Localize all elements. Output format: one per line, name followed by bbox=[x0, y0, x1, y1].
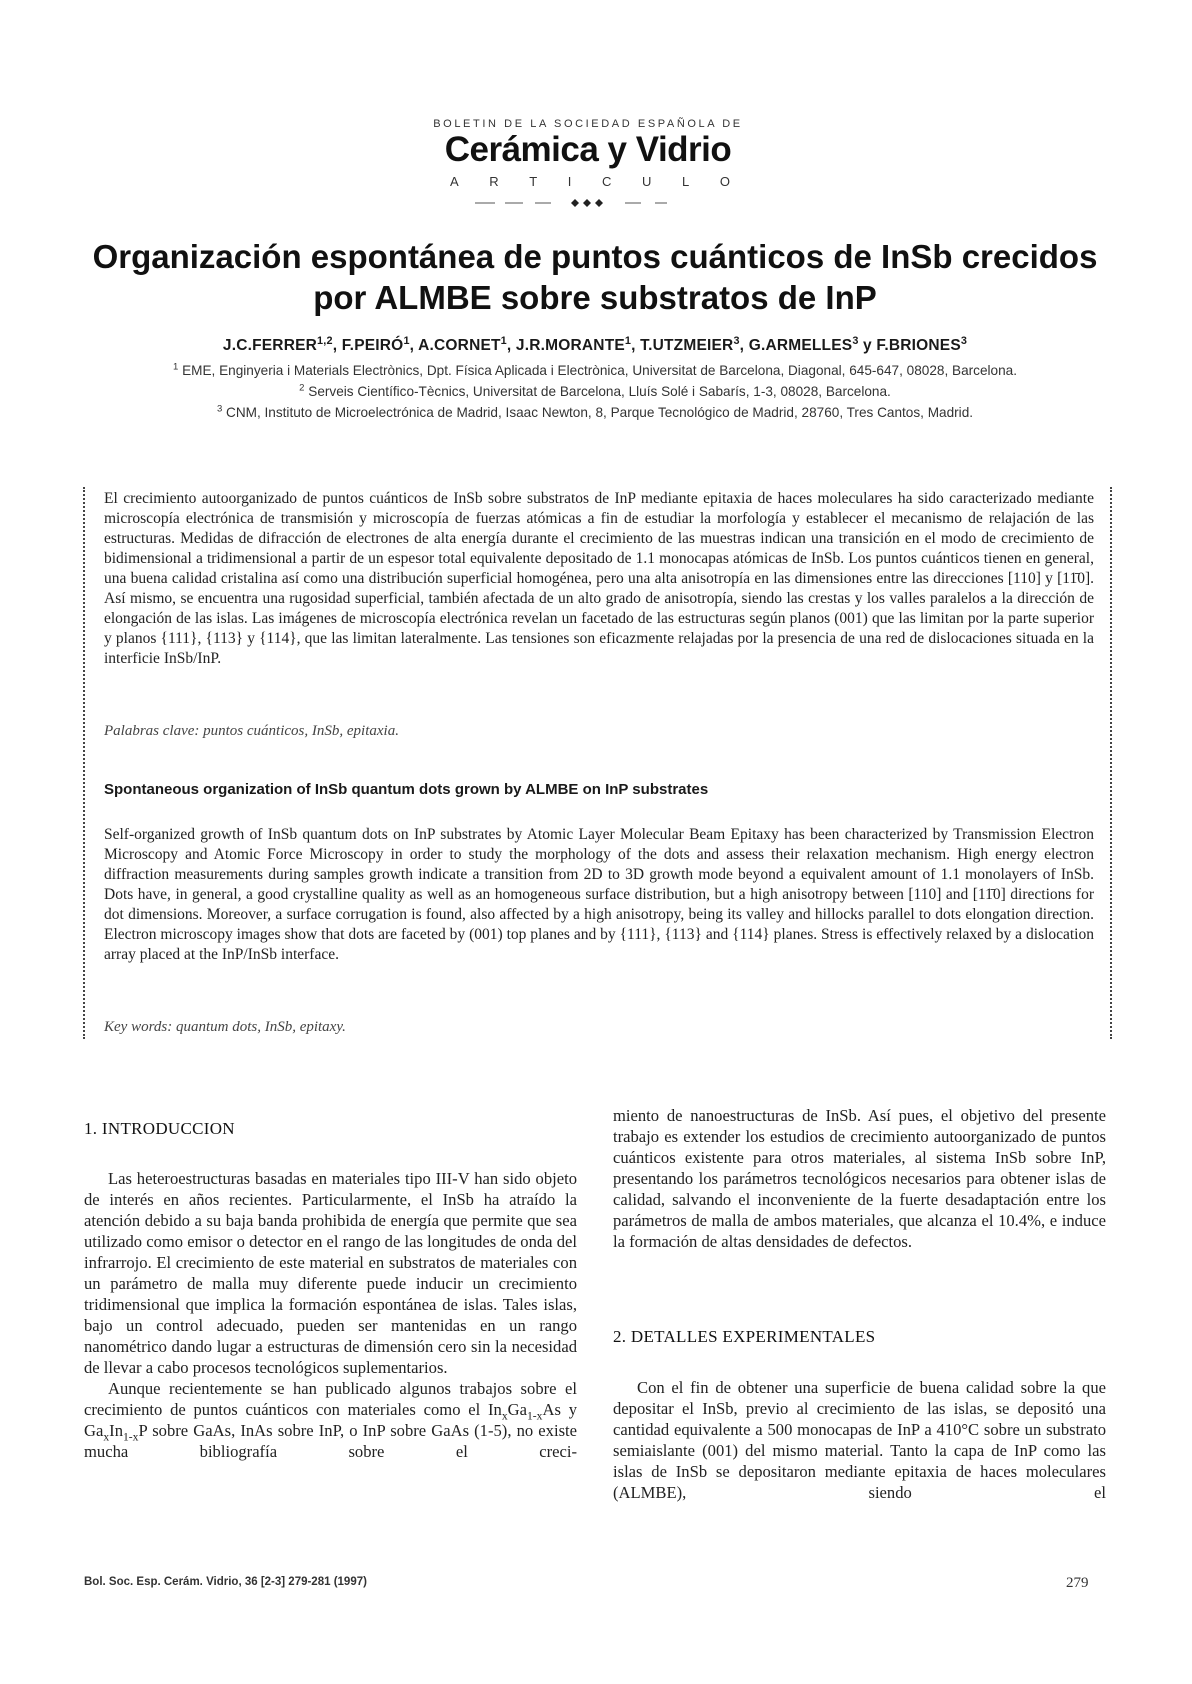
footer-citation: Bol. Soc. Esp. Cerám. Vidrio, 36 [2-3] 279-281 (1997) bbox=[84, 1576, 367, 1588]
body-column-right bbox=[613, 1105, 1106, 1252]
header-ornament-rule bbox=[475, 196, 715, 210]
author-affiliation-mark: 1 bbox=[624, 334, 632, 347]
affiliation-text: Serveis Científico-Tècnics, Universitat de Barcelona, Lluís Solé i Sabarís, 1-3, 08028, Barcelona. bbox=[308, 384, 891, 399]
subscript: 1-x bbox=[123, 1430, 139, 1444]
paper-title-line: por ALMBE sobre substratos de InP bbox=[313, 279, 877, 316]
author-name: A.CORNET bbox=[418, 337, 501, 354]
section-letter: R bbox=[489, 174, 499, 189]
section-letter: U bbox=[642, 174, 652, 189]
author-name: F.BRIONES bbox=[876, 337, 961, 354]
affiliation-text: CNM, Instituto de Microelectrónica de Madrid, Isaac Newton, 8, Parque Tecnológico de Madrid, 28760, Tres Cantos, Madrid. bbox=[226, 405, 974, 420]
section-letter: I bbox=[567, 174, 572, 189]
abstract-border-right bbox=[1110, 487, 1112, 1039]
author-name: F.PEIRÓ bbox=[341, 337, 404, 354]
author-affiliation-mark: 3 bbox=[852, 334, 859, 347]
body-column-right-section2 bbox=[613, 1377, 1106, 1503]
english-title: Spontaneous organization of InSb quantum dots grown by ALMBE on InP substrates bbox=[104, 781, 709, 798]
author-affiliation-mark: 1 bbox=[500, 334, 507, 347]
keywords-english: Key words: quantum dots, InSb, epitaxy. bbox=[104, 1019, 346, 1035]
author-name: J.C.FERRER bbox=[222, 337, 318, 354]
author-name: G.ARMELLES bbox=[748, 337, 853, 354]
abstract-english: Self-organized growth of InSb quantum dots on InP substrates by Atomic Layer Molecular Beam Epitaxy has been characterized by Transmission Electron Microscopy and Atomic Force Microscopy in order to study the morphology of the dots and assess their relaxation mechanism. High energy electron diffraction measurements during samples growth indicate a transition from 2D to 3D growth mode beyond a equivalent amount of 1.1 monolayers of InSb. Dots have, in general, a good crystalline quality as well as an homogeneous surface distribution, but a high anisotropy between [110] and [11̄0] directions for dot dimensions. Moreover, a surface corrugation is found, also affected by a high anisotropy, being its valley and hillocks parallel to dots elongation direction. Electron microscopy images show that dots are faceted by (001) top planes and by {111}, {113} and {114} planes. Stress is effectively relaxed by a dislocation array placed at the InP/InSb interface. bbox=[104, 826, 1094, 963]
author-list bbox=[80, 334, 1110, 355]
author-affiliation-mark: 3 bbox=[733, 334, 740, 347]
body-paragraph: Con el fin de obtener una superficie de buena calidad sobre la que depositar el InSb, previo al crecimiento de las islas, se depositó una cantidad equivalente a 500 monocapas de InP a 410°C sobre un substrato semiaislante (001) del mismo material. Tanto la capa de InP como las islas de InSb se depositaron mediante epitaxia de haces moleculares (ALMBE), siendo el bbox=[613, 1378, 1106, 1502]
author-separator: , bbox=[409, 337, 419, 354]
body-paragraph: Aunque recientemente se han publicado algunos trabajos sobre el crecimiento de puntos cuánticos con materiales como el $In_xGa_{1-x}As$ y $Ga_xIn_{1-x}P$ sobre GaAs, InAs sobre InP, o InP sobre GaAs (1-5), no existe mucha bibliografía sobre el creci- bbox=[84, 1379, 577, 1461]
abstract-border-left bbox=[83, 487, 85, 1039]
body-column-left bbox=[84, 1168, 577, 1462]
subscript: x bbox=[501, 1409, 508, 1423]
paper-title bbox=[80, 236, 1110, 318]
affiliation-1 bbox=[80, 363, 1110, 378]
affiliation-text: EME, Enginyeria i Materials Electrònics, Dpt. Física Aplicada i Electrònica, Universitat de Barcelona, Diagonal, 645-647, 08028, Barcelona. bbox=[182, 363, 1017, 378]
section-letter: T bbox=[529, 174, 538, 189]
section-heading-introduccion: 1. INTRODUCCION bbox=[84, 1119, 235, 1138]
section-heading-detalles-experimentales: 2. DETALLES EXPERIMENTALES bbox=[613, 1327, 876, 1346]
body-paragraph: miento de nanoestructuras de InSb. Así pues, el objetivo del presente trabajo es extender los estudios de crecimiento autoorganizado de puntos cuánticos existente para otros materiales, al sistema InSb sobre InP, presentando los parámetros tecnológicos necesarios para obtener islas de calidad, salvando el inconveniente de la fuerte desadaptación entre los parámetros de malla de ambos materiales, que alcanza el 10.4%, e induce la formación de altas densidades de defectos. bbox=[613, 1106, 1106, 1251]
paper-title-line: Organización espontánea de puntos cuánticos de InSb crecidos bbox=[92, 238, 1098, 275]
affiliation-2 bbox=[80, 384, 1110, 399]
author-affiliation-mark: 1,2 bbox=[317, 334, 333, 347]
subscript: 1-x bbox=[527, 1409, 543, 1423]
article-section-label bbox=[450, 174, 730, 189]
body-paragraph: Las heteroestructuras basadas en materiales tipo III-V han sido objeto de interés en años recientes. Particularmente, el InSb ha atraído la atención debido a su baja banda prohibida de energía que permite que sea utilizado como emisor o detector en el rango de las longitudes de onda del infrarrojo. El crecimiento de este material en substratos de materiales con un parámetro de malla muy diferente puede inducir un crecimiento tridimensional que implica la formación espontánea de islas. Tales islas, bajo un control adecuado, pueden ser mantenidas en un rango nanométrico dando lugar a estructuras de dimensión cero sin la necesidad de llevar a cabo procesos tecnológicos suplementarios. bbox=[84, 1169, 577, 1377]
abstract-spanish: El crecimiento autoorganizado de puntos cuánticos de InSb sobre substratos de InP mediante epitaxia de haces moleculares ha sido caracterizado mediante microscopía electrónica de transmisión y microscopía de fuerzas atómicas a fin de estudiar la morfología y establecer el mecanismo de relajación de las estructuras. Medidas de difracción de electrones de alta energía durante el crecimiento de las muestras indican una transición en el modo de crecimiento de bidimensional a tridimensional a partir de un espesor total equivalente depositado de 1.1 monocapas atómicas de InSb. Los puntos cuánticos tienen en general, una buena calidad cristalina así como una distribución superficial homogénea, pero una alta anisotropía en las dimensiones entre las direcciones [110] y [11̄0]. Así mismo, se encuentra una rugosidad superficial, también afectada de un alto grado de anisotropía, siendo las crestas y los valles paralelos a la dirección de elongación de las islas. Las imágenes de microscopía electrónica revelan un facetado de las estructuras según planos (001) que las limitan por la parte superior y planos {111}, {113} y {114}, que las limitan lateralmente. Las tensiones son eficazmente relajadas por la presencia de una red de dislocaciones situada en la interficie InSb/InP. bbox=[104, 490, 1094, 667]
author-affiliation-mark: 1 bbox=[403, 334, 410, 347]
subscript: x bbox=[103, 1430, 110, 1444]
author-separator: y bbox=[858, 337, 877, 354]
author-separator: , bbox=[631, 337, 641, 354]
author-name: T.UTZMEIER bbox=[640, 337, 734, 354]
author-separator: , bbox=[739, 337, 749, 354]
section-letter: L bbox=[681, 174, 690, 189]
affiliation-3 bbox=[80, 405, 1110, 420]
affiliation-number: 1 bbox=[172, 361, 179, 373]
author-separator: , bbox=[506, 337, 516, 354]
affiliation-number: 3 bbox=[216, 403, 223, 415]
section-letter: O bbox=[719, 174, 730, 189]
p2-text-a: Aunque recientemente se han publicado algunos trabajos sobre el crecimiento de puntos cuánticos con materiales como el bbox=[84, 1379, 577, 1419]
section-letter: C bbox=[602, 174, 612, 189]
keywords-spanish: Palabras clave: puntos cuánticos, InSb, epitaxia. bbox=[104, 723, 399, 739]
author-name: J.R.MORANTE bbox=[515, 337, 625, 354]
journal-title: Cerámica y Vidrio bbox=[444, 130, 732, 169]
author-separator: , bbox=[332, 337, 342, 354]
page-number: 279 bbox=[1066, 1575, 1089, 1591]
p2-text-b: sobre GaAs, InAs sobre InP, o InP sobre GaAs (1-5), no existe mucha bibliografía sobre el creci- bbox=[84, 1421, 577, 1461]
affiliation-number: 2 bbox=[299, 382, 305, 394]
author-affiliation-mark: 3 bbox=[960, 334, 968, 347]
section-letter: A bbox=[450, 174, 459, 189]
journal-society: BOLETIN DE LA SOCIEDAD ESPAÑOLA DE bbox=[433, 118, 743, 130]
